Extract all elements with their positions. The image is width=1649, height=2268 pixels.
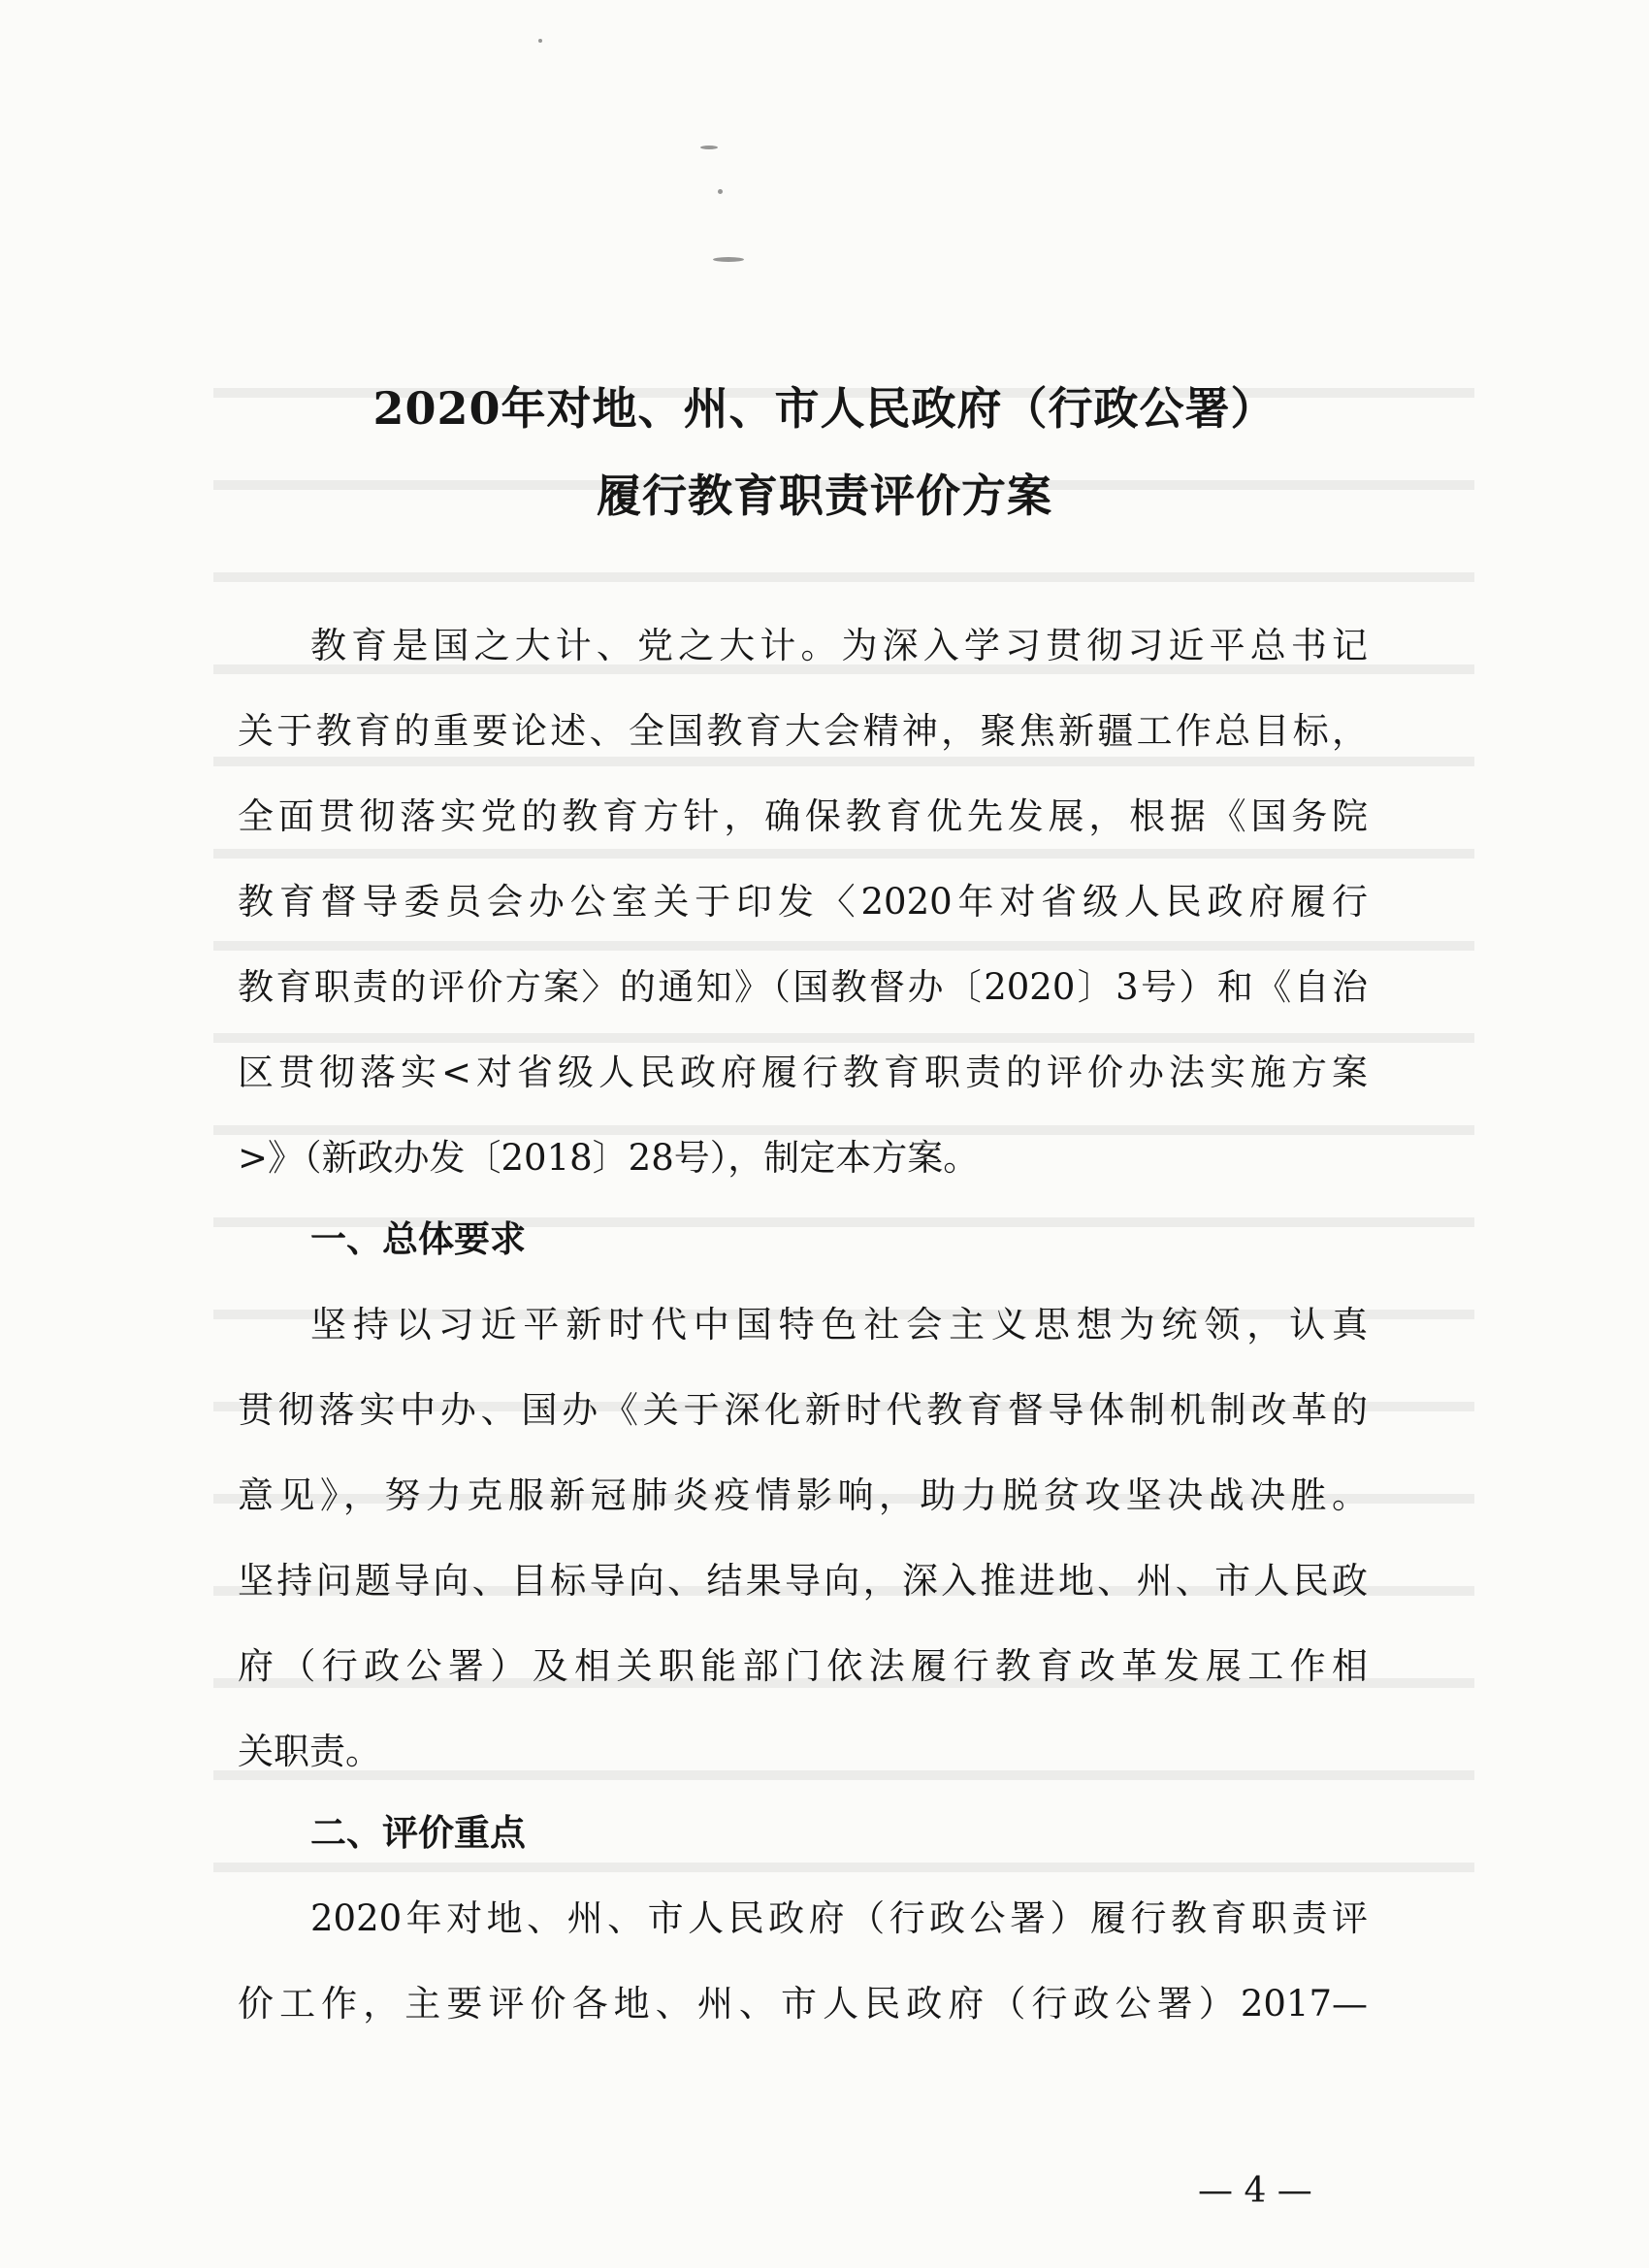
section1-line: 坚持以习近平新时代中国特色社会主义思想为统领，认真 <box>310 1304 1368 1345</box>
intro-line: 教育是国之大计、党之大计。为深入学习贯彻习近平总书记 <box>310 625 1368 666</box>
section1-line: 贯彻落实中办、国办《关于深化新时代教育督导体制机制改革的 <box>238 1389 1368 1431</box>
section-heading-evaluation-focus: 二、评价重点 <box>310 1812 526 1854</box>
page-number: — 4 — <box>1198 2171 1312 2211</box>
section1-line: 意见》，努力克服新冠肺炎疫情影响，助力脱贫攻坚决战决胜。 <box>238 1474 1368 1516</box>
section1-line: 府（行政公署）及相关职能部门依法履行教育改革发展工作相 <box>238 1645 1368 1687</box>
scan-speck <box>713 257 744 262</box>
bleed-through-texture <box>213 320 1474 1872</box>
document-title-line2: 履行教育职责评价方案 <box>597 470 1052 522</box>
scan-speck <box>538 39 542 43</box>
document-title-line1: 2020年对地、州、市人民政府（行政公署） <box>372 382 1277 435</box>
intro-line: 全面贯彻落实党的教育方针，确保教育优先发展，根据《国务院 <box>238 795 1368 837</box>
section2-line: 价工作，主要评价各地、州、市人民政府（行政公署）2017— <box>238 1983 1368 2025</box>
intro-line: 教育督导委员会办公室关于印发〈2020年对省级人民政府履行 <box>238 881 1368 923</box>
scan-speck <box>718 189 723 194</box>
scan-speck <box>700 146 718 149</box>
intro-line: 教育职责的评价方案〉的通知》（国教督办〔2020〕3号）和《自治 <box>238 966 1368 1008</box>
intro-line: >》（新政办发〔2018〕28号），制定本方案。 <box>238 1137 980 1179</box>
intro-line: 关于教育的重要论述、全国教育大会精神，聚焦新疆工作总目标， <box>238 710 1368 752</box>
section1-line: 坚持问题导向、目标导向、结果导向，深入推进地、州、市人民政 <box>238 1560 1368 1602</box>
section-heading-general-requirements: 一、总体要求 <box>310 1218 526 1260</box>
section2-line: 2020年对地、州、市人民政府（行政公署）履行教育职责评 <box>310 1897 1368 1939</box>
intro-line: 区贯彻落实<对省级人民政府履行教育职责的评价办法实施方案 <box>238 1052 1368 1093</box>
section1-line: 关职责。 <box>238 1731 381 1772</box>
